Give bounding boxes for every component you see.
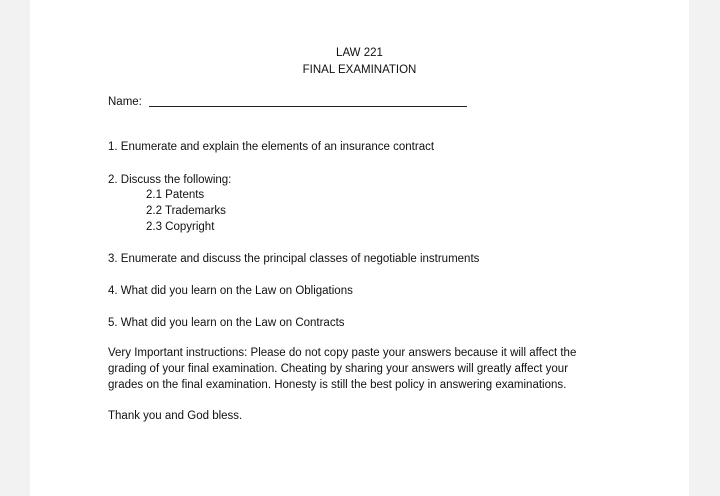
name-label: Name: xyxy=(108,96,142,108)
exam-page xyxy=(30,0,689,496)
question-4: 4. What did you learn on the Law on Obligations xyxy=(108,285,353,297)
name-blank-line xyxy=(149,106,467,107)
question-2-subitem-patents: 2.1 Patents xyxy=(146,189,205,201)
instructions-paragraph xyxy=(108,345,628,393)
question-2-subitem-trademarks: 2.2 Trademarks xyxy=(146,205,226,217)
question-3: 3. Enumerate and discuss the principal classes of negotiable instruments xyxy=(108,253,480,265)
question-2-subitem-copyright: 2.3 Copyright xyxy=(146,221,215,233)
closing-text: Thank you and God bless. xyxy=(108,410,243,422)
question-1: 1. Enumerate and explain the elements of an insurance contract xyxy=(108,141,435,153)
course-code: LAW 221 xyxy=(336,47,383,59)
instructions-line-2: grading of your final examination. Cheating by sharing your answers will greatly affect your xyxy=(108,363,569,375)
question-5: 5. What did you learn on the Law on Contracts xyxy=(108,317,345,329)
instructions-line-3: grades on the final examination. Honesty is still the best policy in answering examinations. xyxy=(108,379,567,391)
exam-title: FINAL EXAMINATION xyxy=(302,64,417,76)
instructions-line-1: Very Important instructions: Please do not copy paste your answers because it will affect the xyxy=(108,347,577,359)
question-2: 2. Discuss the following: xyxy=(108,174,232,186)
